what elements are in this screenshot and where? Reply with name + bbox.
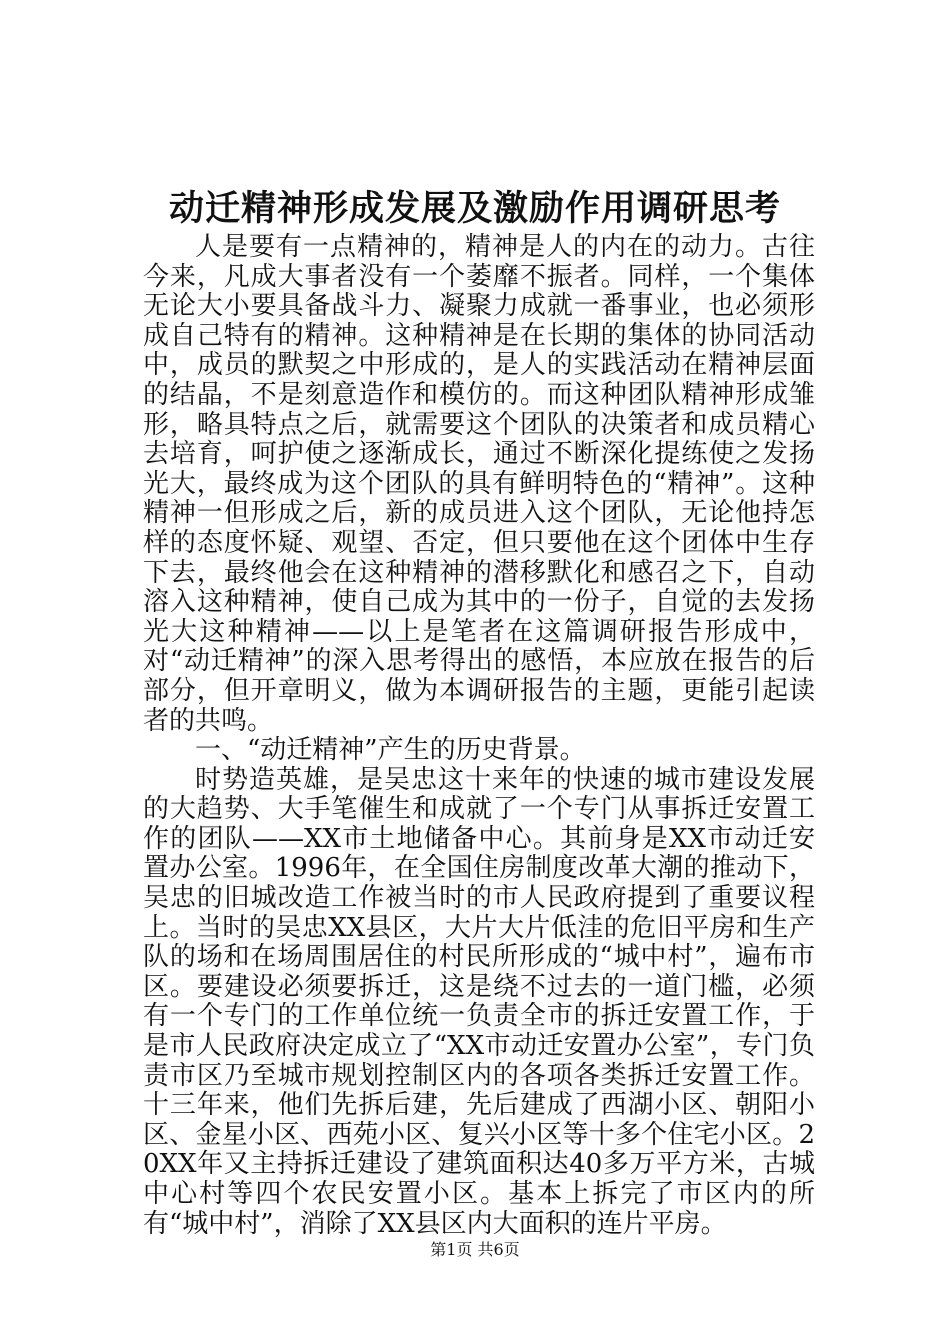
section-heading: 一、“动迁精神”产生的历史背景。 <box>195 735 586 766</box>
paragraph-intro: 人是要有一点精神的，精神是人的内在的动力。古往今来，凡成大事者没有一个萎靡不振者。同样，一个集体无论大小要具备战斗力、凝聚力成就一番事业，也必须形成自己特有的精神。这种精神是在长期的集体的协同活动中，成员的默契之中形成的，是人的实践活动在精神层面的结晶，不是刻意造作和模仿的。而这种团队精神形成雏形，略具特点之后，就需要这个团队的决策者和成员精心去培育，呵护使之逐渐成长，通过不断深化提练使之发扬光大，最终成为这个团队的具有鲜明特色的“精神”。这种精神一但形成之后，新的成员进入这个团队，无论他持怎样的态度怀疑、观望、否定，但只要他在这个团体中生存下去，最终他会在这种精神的潜移默化和感召之下，自动溶入这种精神，使自己成为其中的一份子，自觉的去发扬光大这种精神——以上是笔者在这篇调研报告形成中，对“动迁精神”的深入思考得出的感悟，本应放在报告的后部分，但开章明义，做为本调研报告的主题，更能引起读者的共鸣。 <box>143 232 815 736</box>
page-number-footer: 第1页 共6页 <box>430 1240 520 1259</box>
document-body <box>143 233 815 1239</box>
paragraph-history: 时势造英雄，是吴忠这十来年的快速的城市建设发展的大趋势、大手笔催生和成就了一个专门从事拆迁安置工作的团队——XX市土地储备中心。其前身是XX市动迁安置办公室。1996年，在全国住房制度改革大潮的推动下，吴忠的旧城改造工作被当时的市人民政府提到了重要议程上。当时的吴忠XX县区，大片大片低洼的危旧平房和生产队的场和在场周围居住的村民所形成的“城中村”，遍布市区。要建设必须要拆迁，这是绕不过去的一道门槛，必须有一个专门的工作单位统一负责全市的拆迁安置工作，于是市人民政府决定成立了“XX市动迁安置办公室”，专门负责市区乃至城市规划控制区内的各项各类拆迁安置工作。十三年来，他们先拆后建，先后建成了西湖小区、朝阳小区、金星小区、西苑小区、复兴小区等十多个住宅小区。20XX年又主持拆迁建设了建筑面积达40多万平方米，古城中心村等四个农民安置小区。基本上拆完了市区内的所有“城中村”，消除了XX县区内大面积的连片平房。 <box>143 764 815 1239</box>
document-title: 动迁精神形成发展及激励作用调研思考 <box>168 188 781 229</box>
